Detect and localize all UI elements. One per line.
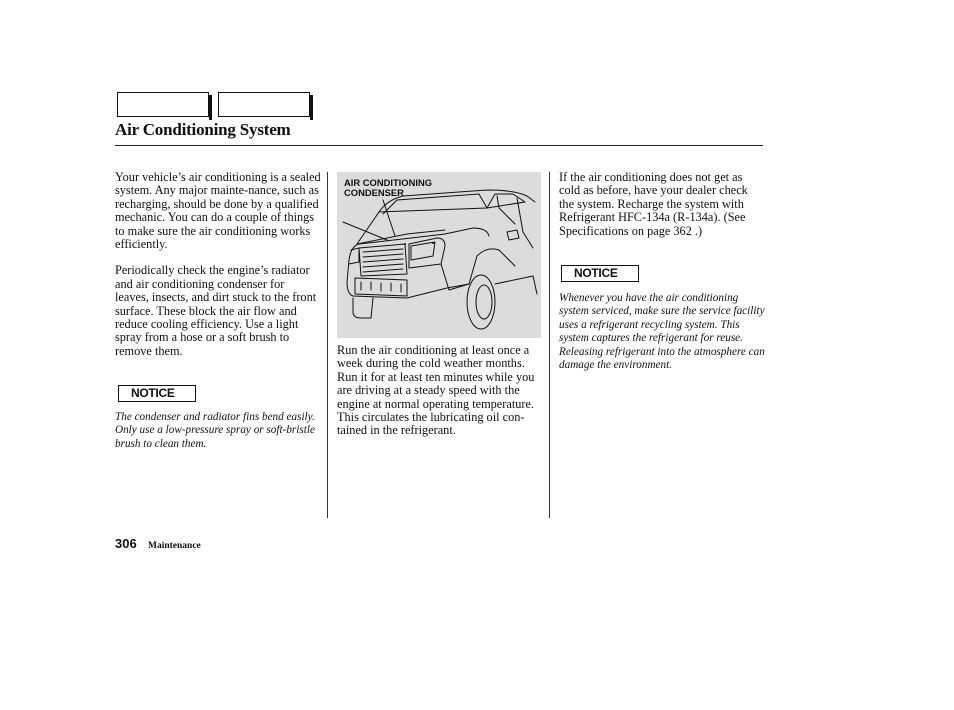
figure-label-line-2: CONDENSER (344, 187, 404, 198)
nav-tab-box-1[interactable] (117, 92, 209, 117)
notice-badge: NOTICE (561, 265, 639, 282)
intro-paragraph: Your vehicle’s air conditioning is a sealed system. Any major mainte-nance, such as recharging, should be done by a qualified mechanic. You can do a couple of things to make sure the air conditioning works efficiently. (115, 170, 321, 252)
nav-tab-box-2[interactable] (218, 92, 310, 117)
maintenance-paragraph: Periodically check the engine’s radiator and air conditioning condenser for leaves, insects, and dirt stuck to the front surface. These block the air flow and reduce cooling efficiency. Use a light spray from a hose or a soft brush to remove them. (115, 263, 317, 358)
usage-paragraph: Run the air conditioning at least once a week during the cold weather months. Run it for at least ten minutes while you are driving at a steady speed with the engine at normal operating temperature. This circulates the lubricating oil con-tained in the refrigerant. (337, 343, 535, 438)
notice-badge: NOTICE (118, 385, 196, 402)
column-divider (327, 172, 328, 518)
notice-text: Whenever you have the air conditioning system serviced, make sure the service facility uses a refrigerant recycling system. This system captures the refrigerant for reuse. Releasing refrigerant into the atmosphere can damage the environment. (559, 292, 765, 372)
page-title: Air Conditioning System (115, 120, 291, 139)
recharge-paragraph: If the air conditioning does not get as cold as before, have your dealer check the system. Recharge the system with Refrigerant HFC-134a (R-134a). (See Specifications on page 362 .) (559, 170, 748, 238)
column-divider (549, 172, 550, 518)
column-2 (337, 344, 543, 438)
page-number: 306 (115, 536, 137, 551)
section-name: Maintenance (148, 541, 201, 551)
condenser-illustration (337, 172, 541, 338)
column-3 (559, 171, 765, 238)
figure-label (344, 178, 432, 198)
figure-label-line-1: AIR CONDITIONING (344, 177, 433, 188)
title-divider (115, 145, 763, 146)
notice-text: The condenser and radiator fins bend easily. Only use a low-pressure spray or soft-bristle brush to clean them. (115, 411, 315, 450)
column-1 (115, 171, 321, 358)
